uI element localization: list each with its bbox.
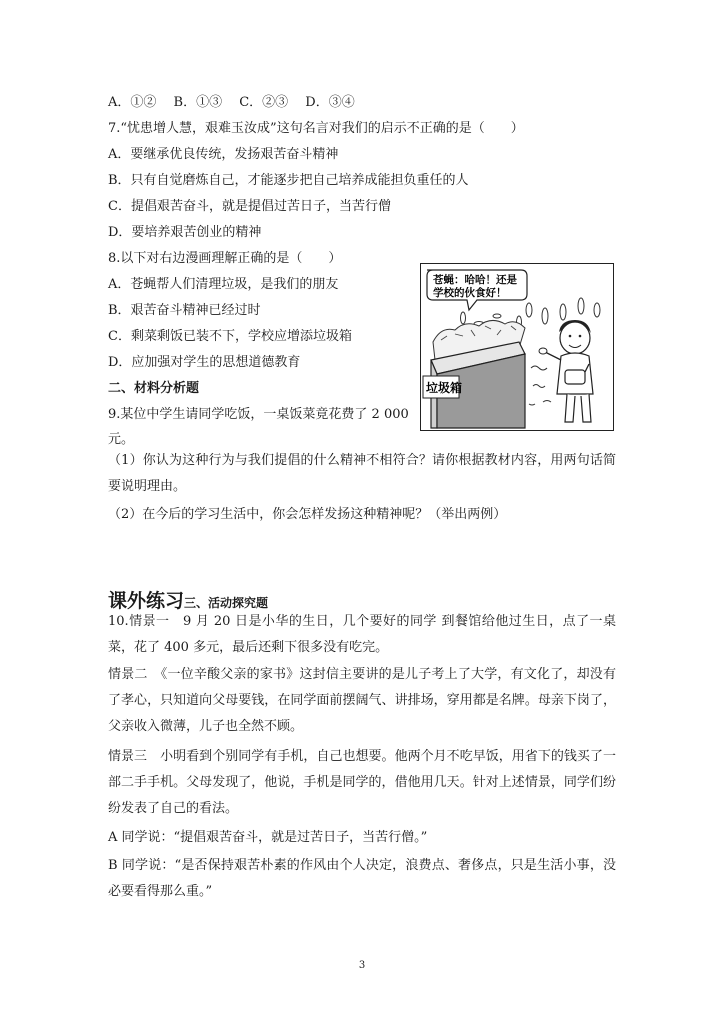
- bin-label: 垃圾箱: [426, 381, 463, 395]
- q9-sub-question-2: （2）在今后的学习生活中，你会怎样发扬这种精神呢？（举出两例）: [108, 507, 507, 522]
- q8-stem: 8.以下对右边漫画理解正确的是（ ）: [108, 251, 342, 266]
- q7-stem: 7.“忧患增人慧，艰难玉汝成”这句名言对我们的启示不正确的是（ ）: [108, 121, 524, 136]
- q8-option-a: A．苍蝇帮人们清理垃圾，是我们的朋友: [108, 277, 339, 292]
- q9-sub-question-1: （1）你认为这种行为与我们提倡的什么精神不相符合？请你根据教材内容，用两句话简要说明理由。: [108, 453, 616, 494]
- q10-scene-1: 10.情景一 9 月 20 日是小华的生日，几个要好的同学 到餐馆给他过生日，点了一桌菜，花了 400 多元，最后还剩下很多没有吃完。: [108, 614, 616, 655]
- q10-student-b-view: B 同学说：“是否保持艰苦朴素的作风由个人决定，浪费点、奢侈点，只是生活小事，没必要看得那么重。”: [108, 858, 616, 899]
- q10-scene-3: 情景三 小明看到个别同学有手机，自己也想要。他两个月不吃早饭，用省下的钱买了一部二手手机。父母发现了，他说，手机是同学的，借他用几天。针对上述情景，同学们纷纷发表了自己的看法。: [108, 749, 616, 816]
- cartoon-illustration: [420, 263, 614, 431]
- section-2-title: 二、材料分析题: [108, 381, 200, 396]
- q8-option-c: C．剩菜剩饭已装不下，学校应增添垃圾箱: [108, 329, 352, 344]
- q6-options: A．①② B．①③ C．②③ D．③④: [108, 95, 355, 110]
- cartoon-drawing: [421, 264, 612, 429]
- bubble-line-1: 苍蝇：哈哈！还是: [433, 274, 517, 286]
- q7-option-c: C．提倡艰苦奋斗，就是提倡过苦日子，当苦行僧: [108, 199, 391, 214]
- q8-option-d: D．应加强对学生的思想道德教育: [108, 355, 301, 370]
- q10-student-a-view: A 同学说：“提倡艰苦奋斗，就是过苦日子，当苦行僧。”: [108, 830, 428, 845]
- q8-option-b: B．艰苦奋斗精神已经过时: [108, 303, 261, 318]
- bubble-line-2: 学校的伙食好！: [433, 287, 507, 299]
- q9-stem-line-2: 元。: [108, 432, 135, 447]
- section-3-title: 三、活动探究题: [184, 596, 269, 610]
- q7-option-b: B．只有自觉磨炼自己，才能逐步把自己培养成能担负重任的人: [108, 173, 469, 188]
- food-scraps: [529, 366, 551, 405]
- q7-option-d: D．要培养艰苦创业的精神: [108, 225, 262, 240]
- q10-scene-2: 情景二 《一位辛酸父亲的家书》这封信主要讲的是儿子考上了大学，有文化了，却没有了孝心，只知道向父母要钱，在同学面前摆阔气、讲排场，穿用都是名牌。母亲下岗了，父亲收入微薄，儿子也全然不顾。: [108, 667, 616, 734]
- q9-stem-line-1: 9.某位中学生请同学吃饭，一桌饭菜竟花费了 2 000: [108, 407, 409, 422]
- student-figure: [539, 320, 593, 422]
- q7-option-a: A．要继承优良传统，发扬艰苦奋斗精神: [108, 147, 339, 162]
- page-number: 3: [358, 960, 366, 971]
- extra-practice-title: 课外练习: [108, 590, 185, 612]
